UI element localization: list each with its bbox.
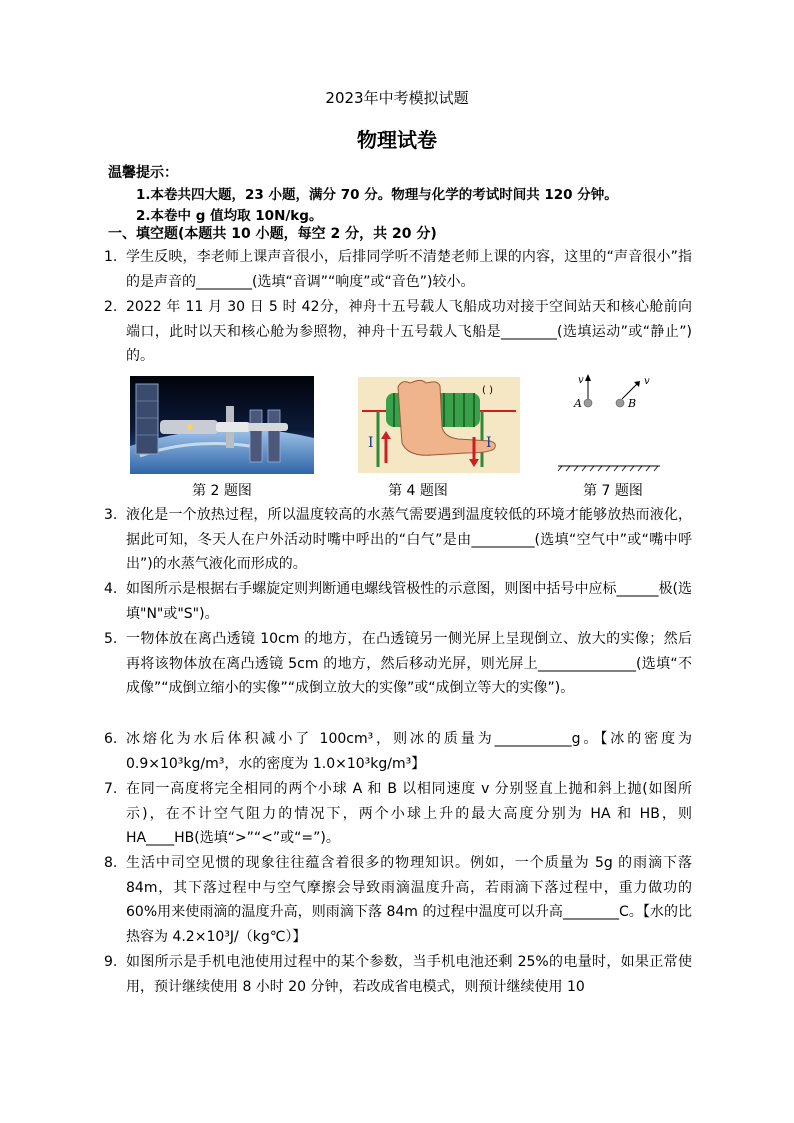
tip-item-2: 2.本卷中 g 值均取 10N/kg。 xyxy=(136,208,323,224)
question-7 xyxy=(104,777,692,851)
question-6 xyxy=(104,727,692,776)
question-3 xyxy=(104,503,692,577)
question-number: 4. xyxy=(104,581,118,597)
question-text: 学生反映，李老师上课声音很小，后排同学听不清楚老师上课的内容，这里的“声音很小”指的是声音的________(选填“音调”“响度”或“音色”)较小。 xyxy=(126,249,692,290)
question-9 xyxy=(104,950,692,999)
figure-4-caption: 第 4 题图 xyxy=(388,483,448,499)
exam-title: 物理试卷 xyxy=(357,128,437,152)
question-number: 8. xyxy=(104,855,118,871)
current-label-left: I xyxy=(368,435,374,451)
question-5 xyxy=(104,627,692,701)
figure-7-caption: 第 7 题图 xyxy=(583,483,643,499)
velocity-label-b: v xyxy=(644,376,650,387)
ball-b-label: B xyxy=(628,397,637,410)
section-heading: 一、填空题(本题共 10 小题，每空 2 分，共 20 分) xyxy=(108,226,437,242)
current-label-right: I xyxy=(486,435,492,451)
question-text: 液化是一个放热过程，所以温度较高的水蒸气需要遇到温度较低的环境才能够放热而液化，据此可知，冬天人在户外活动时嘴中呼出的“白气”是由_________(选填“空气中”或“嘴中呼出”)的水蒸气液化而形成的。 xyxy=(126,507,692,572)
question-4 xyxy=(104,577,692,626)
solenoid-diagram xyxy=(358,377,520,473)
tips-heading: 温馨提示： xyxy=(108,165,178,181)
pole-bracket: ( ) xyxy=(482,385,493,396)
question-number: 2. xyxy=(104,299,118,315)
velocity-label-a: v xyxy=(578,375,584,386)
exam-subtitle: 2023年中考模拟试题 xyxy=(325,89,469,107)
question-8 xyxy=(104,851,692,949)
question-text: 2022 年 11 月 30 日 5 时 42分，神舟十五号载人飞船成功对接于空间站天和核心舱前向端口，此时以天和核心舱为参照物，神舟十五号载人飞船是________(选填运动”或“静止”)的。 xyxy=(126,299,692,364)
question-text: 如图所示是根据右手螺旋定则判断通电螺线管极性的示意图，则图中括号中应标______极(选填"N"或"S")。 xyxy=(126,581,692,622)
question-text: 冰熔化为水后体积减小了 100cm³，则冰的质量为___________g。【冰的密度为 0.9×10³kg/m³，水的密度为 1.0×10³kg/m³】 xyxy=(126,731,692,772)
question-1 xyxy=(104,245,692,294)
figure-2-caption: 第 2 题图 xyxy=(192,483,252,499)
question-number: 5. xyxy=(104,631,118,647)
question-text: 一物体放在离凸透镜 10cm 的地方，在凸透镜另一侧光屏上呈现倒立、放大的实像；然后再将该物体放在离凸透镜 5cm 的地方，然后移动光屏，则光屏上______________(选填“不成像”“成倒立缩小的实像”“成倒立放大的实像”或“成倒立等大的实像”)。 xyxy=(126,631,692,696)
question-2 xyxy=(104,295,692,369)
space-station-image xyxy=(130,376,314,474)
question-number: 1. xyxy=(104,249,118,265)
figure-balls xyxy=(556,372,662,476)
question-number: 3. xyxy=(104,507,118,523)
figure-space-station xyxy=(130,376,314,474)
balls-diagram xyxy=(556,372,662,476)
question-number: 7. xyxy=(104,781,118,797)
question-text: 生活中司空见惯的现象往往蕴含着很多的物理知识。例如，一个质量为 5g 的雨滴下落 84m，其下落过程中与空气摩擦会导致雨滴温度升高，若雨滴下落过程中，重力做功的 60%用来使雨滴的温度升高，则雨滴下落 84m 的过程中温度可以升高________C。【水的比热容为 4.2×10³J/（kg℃）】 xyxy=(126,855,692,945)
question-number: 6. xyxy=(104,731,118,747)
question-number: 9. xyxy=(104,954,118,970)
ball-a-label: A xyxy=(574,397,582,410)
figure-solenoid xyxy=(358,377,520,473)
question-text: 在同一高度将完全相同的两个小球 A 和 B 以相同速度 v 分别竖直上抛和斜上抛(如图所示)，在不计空气阻力的情况下，两个小球上升的最大高度分别为 HA 和 HB，则 HA____HB(选填“>”“<”或“=”)。 xyxy=(126,781,692,846)
question-text: 如图所示是手机电池使用过程中的某个参数，当手机电池还剩 25%的电量时，如果正常使用，预计继续使用 8 小时 20 分钟，若改成省电模式，则预计继续使用 10 xyxy=(126,954,692,995)
tip-item-1: 1.本卷共四大题，23 小题，满分 70 分。物理与化学的考试时间共 120 分钟。 xyxy=(136,187,618,203)
